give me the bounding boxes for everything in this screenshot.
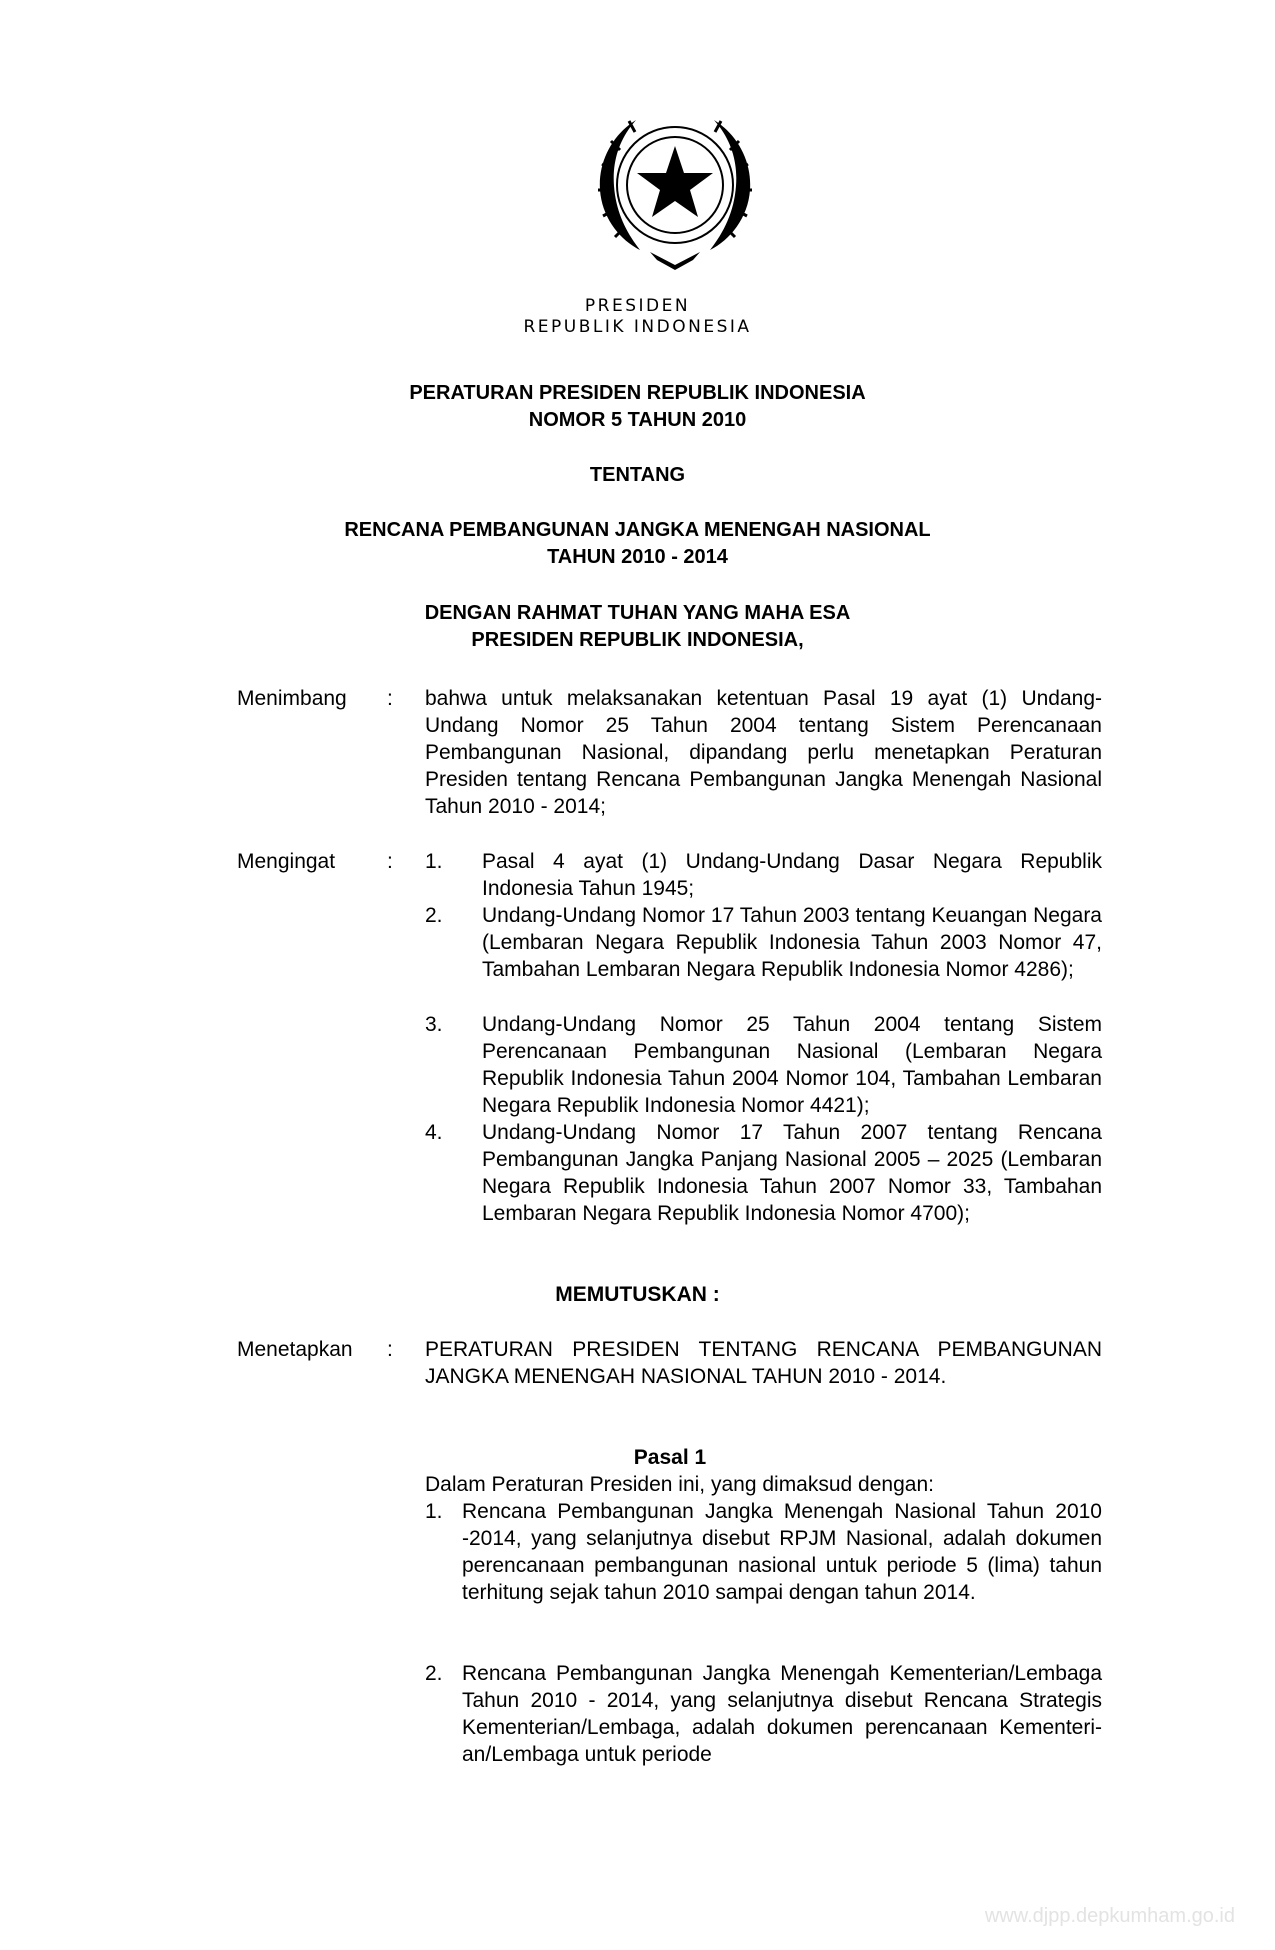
menimbang-text: bahwa untuk melaksanakan ketentuan Pasal 19 ayat (1) Undang-Undang Nomor 25 Tahun 2004 tentang Sistem Perencanaan Pembangunan Nasional, dipandang perlu menetapkan Peraturan Presiden tentang Rencana Pembangunan Jangka Menengah Nasional Tahun 2010 - 2014; bbox=[425, 687, 1102, 818]
memutuskan-heading: MEMUTUSKAN : bbox=[555, 1283, 720, 1306]
mengingat-label: Mengingat bbox=[237, 850, 336, 873]
menimbang-label: Menimbang bbox=[237, 687, 347, 710]
menetapkan-label: Menetapkan bbox=[237, 1338, 353, 1361]
menetapkan-text: PERATURAN PRESIDEN TENTANG RENCANA PEMBANGUNAN JANGKA MENENGAH NASIONAL TAHUN 2010 - 2014. bbox=[425, 1338, 1102, 1388]
regulation-subject-years: TAHUN 2010 - 2014 bbox=[547, 546, 728, 568]
mengingat-item-text: Undang-Undang Nomor 25 Tahun 2004 tentang Sistem Perencanaan Pembangunan Nasional (Lembaran Negara Republik Indonesia Tahun 2004 Nomor 104, Tambahan Lembaran Negara Republik Indonesia Nomor 4421); bbox=[482, 1013, 1102, 1117]
watermark: www.djpp.depkumham.go.id bbox=[984, 1905, 1235, 1927]
mengingat-item-number: 3. bbox=[425, 1013, 443, 1036]
pasal-1-heading: Pasal 1 bbox=[633, 1446, 707, 1469]
mengingat-colon: : bbox=[387, 850, 393, 873]
mengingat-item-number: 4. bbox=[425, 1121, 443, 1144]
mengingat-item-text: Undang-Undang Nomor 17 Tahun 2003 tentang Keuangan Negara (Lembaran Negara Republik Indonesia Tahun 2003 Nomor 47, Tambahan Lembaran Negara Republik Indonesia Nomor 4286); bbox=[482, 904, 1102, 981]
mengingat-item-number: 1. bbox=[425, 850, 443, 873]
pasal-1-item-text: Rencana Pembangunan Jangka Menengah Nasional Tahun 2010 -2014, yang selanjutnya disebut RPJM Nasional, adalah dokumen perencanaan pembangunan nasional untuk periode 5 (lima) tahun terhitung sejak tahun 2010 sampai dengan tahun 2014. bbox=[462, 1500, 1102, 1604]
regulation-title: PERATURAN PRESIDEN REPUBLIK INDONESIA bbox=[409, 382, 866, 404]
pasal-1-item-number: 1. bbox=[425, 1500, 443, 1523]
preamble-line2: PRESIDEN REPUBLIK INDONESIA, bbox=[471, 629, 804, 651]
institution-name-line1: PRESIDEN bbox=[584, 296, 691, 316]
pasal-1-item-text: Rencana Pembangunan Jangka Menengah Kementerian/Lembaga Tahun 2010 - 2014, yang selanjutnya disebut Rencana Strategis Kementerian/Lembaga, adalah dokumen perencanaan Kementeri-an/Lembaga untuk periode bbox=[462, 1662, 1102, 1766]
menimbang-colon: : bbox=[387, 687, 393, 710]
regulation-subject: RENCANA PEMBANGUNAN JANGKA MENENGAH NASIONAL bbox=[344, 519, 931, 541]
institution-name-line2: REPUBLIK INDONESIA bbox=[523, 317, 752, 337]
preamble-line1: DENGAN RAHMAT TUHAN YANG MAHA ESA bbox=[424, 602, 851, 624]
pasal-1-item-number: 2. bbox=[425, 1662, 443, 1685]
menetapkan-colon: : bbox=[387, 1338, 393, 1361]
presidential-seal-icon bbox=[580, 100, 770, 280]
pasal-1-intro: Dalam Peraturan Presiden ini, yang dimaksud dengan: bbox=[425, 1473, 934, 1496]
mengingat-item-text: Pasal 4 ayat (1) Undang-Undang Dasar Negara Republik Indonesia Tahun 1945; bbox=[482, 850, 1102, 900]
tentang-heading: TENTANG bbox=[589, 464, 686, 486]
mengingat-item-number: 2. bbox=[425, 904, 443, 927]
mengingat-item-text: Undang-Undang Nomor 17 Tahun 2007 tentang Rencana Pembangunan Jangka Panjang Nasional 2005 – 2025 (Lembaran Negara Republik Indonesia Tahun 2007 Nomor 33, Tambahan Lembaran Negara Republik Indonesia Nomor 4700); bbox=[482, 1121, 1102, 1225]
regulation-number: NOMOR 5 TAHUN 2010 bbox=[528, 409, 747, 431]
